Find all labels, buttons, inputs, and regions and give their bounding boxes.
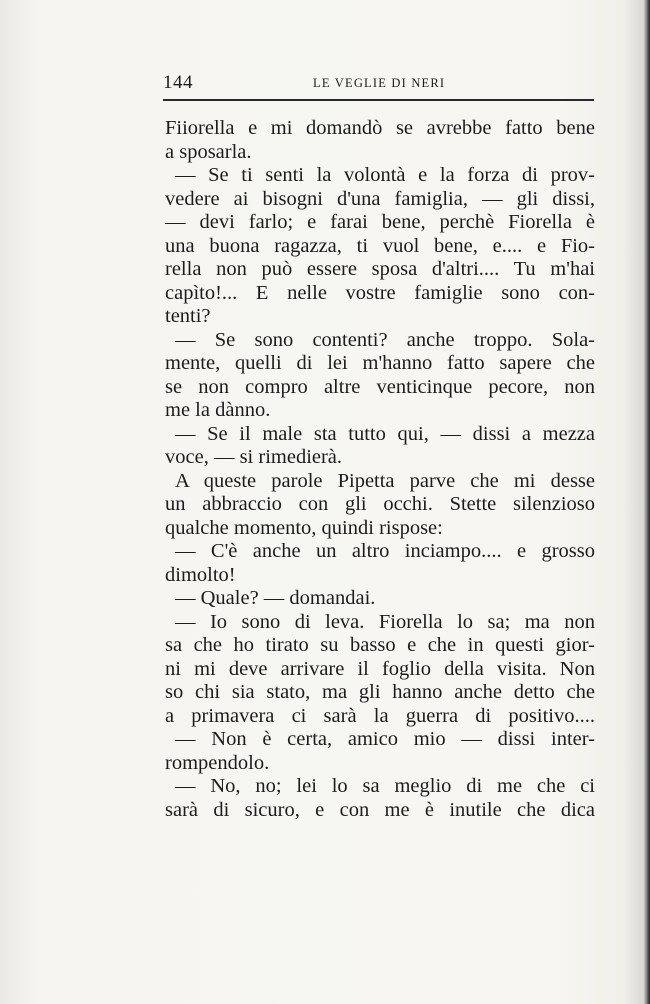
text-line: a primavera ci sarà la guerra di positivo....: [165, 704, 595, 727]
page-edge-shadow: [644, 0, 650, 1004]
text-line: — Non è certa, amico mio — dissi inter-: [175, 728, 595, 750]
body-text: [165, 117, 595, 822]
text-line: — No, no; lei lo sa meglio di me che ci: [175, 775, 595, 797]
text-line: A queste parole Pipetta parve che mi desse: [175, 469, 595, 492]
text-line: rella non può essere sposa d'altri.... Tu m'hai: [165, 258, 595, 280]
text-line: qualche momento, quindi rispose:: [165, 516, 443, 539]
text-line: rompendolo.: [165, 751, 270, 774]
header-rule: [163, 99, 594, 101]
text-line: tenti?: [165, 305, 211, 327]
text-line: capìto!... E nelle vostre famiglie sono con-: [165, 281, 595, 304]
text-line: — devi farlo; e farai bene, perchè Fiorella è: [165, 211, 595, 233]
text-line: un abbraccio con gli occhi. Stette silenzioso: [165, 493, 595, 515]
text-line: voce, — si rimedierà.: [165, 446, 343, 468]
running-head: LE VEGLIE DI NERI: [313, 76, 446, 90]
text-line: dimolto!: [165, 563, 236, 586]
text-line: sarà di sicuro, e con me è inutile che dica: [165, 798, 595, 821]
text-line: me la dànno.: [165, 399, 271, 421]
text-line: — Se il male sta tutto qui, — dissi a mezza: [175, 422, 595, 445]
text-line: ni mi deve arrivare il foglio della visita. Non: [165, 657, 595, 680]
text-line: — Se ti senti la volontà e la forza di prov-: [175, 164, 595, 186]
page-number: 144: [163, 72, 193, 93]
text-line: — Quale? — domandai.: [175, 587, 376, 609]
text-line: — C'è anche un altro inciampo.... e grosso: [175, 540, 595, 562]
text-line: a sposarla.: [165, 140, 252, 163]
text-line: sa che ho tirato su basso e che in questi gior-: [165, 634, 595, 656]
text-line: Fiiorella e mi domandò se avrebbe fatto bene: [165, 117, 595, 139]
text-line: se non compro altre venticinque pecore, non: [165, 375, 595, 398]
text-line: una buona ragazza, ti vuol bene, e.... e Fio-: [165, 234, 595, 257]
text-line: vedere ai bisogni d'una famiglia, — gli dissi,: [165, 187, 595, 210]
text-line: mente, quelli di lei m'hanno fatto sapere che: [165, 352, 595, 374]
page-header: [163, 72, 593, 94]
text-line: — Io sono di leva. Fiorella lo sa; ma non: [175, 610, 595, 633]
text-line: so chi sia stato, ma gli hanno anche detto che: [165, 681, 595, 703]
text-line: — Se sono contenti? anche troppo. Sola-: [175, 328, 595, 351]
